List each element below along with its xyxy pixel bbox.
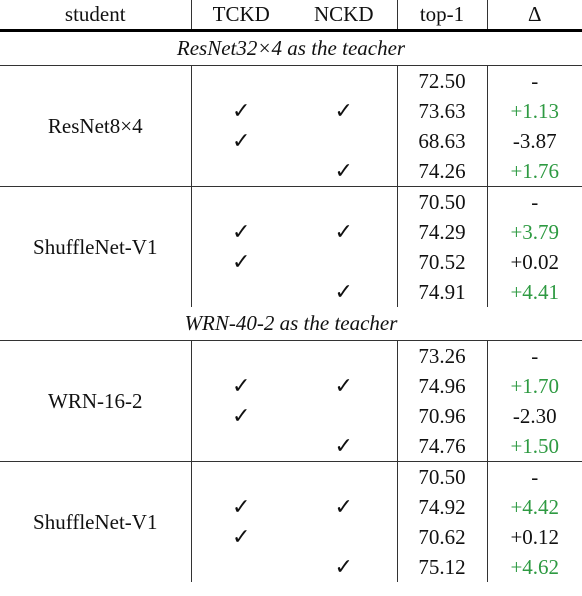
- student-name: ShuffleNet-V1: [0, 462, 191, 583]
- table-row: [0, 462, 582, 493]
- nckd-check: ✓: [291, 371, 397, 401]
- header-delta: Δ: [487, 0, 582, 31]
- delta-value: +1.50: [510, 434, 560, 458]
- nckd-check: [291, 187, 397, 218]
- top1-value: 70.52: [397, 247, 487, 277]
- tckd-check: [191, 341, 291, 372]
- teacher-section-row: [0, 31, 582, 66]
- tckd-check: [191, 66, 291, 97]
- top1-value: 74.92: [397, 492, 487, 522]
- delta-value: -: [531, 344, 539, 368]
- teacher-section-row: [0, 307, 582, 341]
- delta-value: -: [531, 69, 539, 93]
- tckd-check: ✓: [232, 524, 251, 549]
- top1-value: 70.50: [397, 187, 487, 218]
- student-name: ResNet8×4: [0, 66, 191, 187]
- tckd-check: [191, 462, 291, 493]
- nckd-check: ✓: [291, 156, 397, 187]
- tckd-check: [191, 277, 291, 307]
- nckd-check: ✓: [291, 492, 397, 522]
- tckd-check: ✓: [232, 98, 251, 123]
- tckd-check: [191, 187, 291, 218]
- header-tckd: TCKD: [191, 0, 291, 31]
- top1-value: 74.29: [397, 217, 487, 247]
- table-body: [0, 31, 582, 583]
- top1-value: 74.26: [397, 156, 487, 187]
- tckd-check: ✓: [232, 219, 251, 244]
- nckd-check: [291, 247, 397, 277]
- nckd-check: [291, 462, 397, 493]
- tckd-check: [191, 431, 291, 462]
- top1-value: 74.96: [397, 371, 487, 401]
- nckd-check: [291, 401, 397, 431]
- nckd-check: [291, 126, 397, 156]
- tckd-check: ✓: [232, 494, 251, 519]
- tckd-check: ✓: [232, 403, 251, 428]
- header-top1: top-1: [397, 0, 487, 31]
- delta-value: -: [487, 462, 582, 493]
- delta-value: -2.30: [512, 404, 557, 428]
- delta-value: -: [487, 187, 582, 218]
- delta-value: +4.62: [510, 555, 560, 579]
- nckd-check: [291, 522, 397, 552]
- top1-value: 72.50: [397, 66, 487, 97]
- tckd-check: [191, 552, 291, 582]
- top1-value: 75.12: [397, 552, 487, 582]
- table-row: [0, 66, 582, 97]
- top1-value: 74.91: [397, 277, 487, 307]
- delta-value: -3.87: [512, 129, 557, 153]
- delta-value: +1.76: [510, 159, 560, 183]
- delta-value: +3.79: [510, 220, 560, 244]
- delta-value: +4.42: [510, 495, 560, 519]
- top1-value: 68.63: [397, 126, 487, 156]
- nckd-check: ✓: [291, 217, 397, 247]
- delta-value: +0.12: [510, 525, 560, 549]
- tckd-check: ✓: [232, 373, 251, 398]
- header-row: [0, 0, 582, 31]
- nckd-check: ✓: [291, 96, 397, 126]
- delta-value: +1.13: [510, 99, 560, 123]
- table-row: [0, 187, 582, 218]
- nckd-check: [291, 341, 397, 372]
- top1-value: 74.76: [397, 431, 487, 462]
- top1-value: 70.96: [397, 401, 487, 431]
- top1-value: 70.62: [397, 522, 487, 552]
- teacher-label: WRN-40-2 as the teacher: [0, 307, 582, 341]
- header-nckd: NCKD: [291, 0, 397, 31]
- student-name: WRN-16-2: [0, 341, 191, 462]
- table-row: [0, 341, 582, 372]
- teacher-label: ResNet32×4 as the teacher: [0, 31, 582, 66]
- top1-value: 70.50: [397, 462, 487, 493]
- delta-value: +1.70: [510, 374, 560, 398]
- nckd-check: ✓: [291, 277, 397, 307]
- header-student: student: [0, 0, 191, 31]
- nckd-check: ✓: [291, 431, 397, 462]
- tckd-check: ✓: [232, 249, 251, 274]
- top1-value: 73.26: [397, 341, 487, 372]
- student-name: ShuffleNet-V1: [0, 187, 191, 308]
- tckd-check: ✓: [232, 128, 251, 153]
- delta-value: +0.02: [510, 250, 560, 274]
- nckd-check: ✓: [291, 552, 397, 582]
- delta-value: +4.41: [510, 280, 560, 304]
- top1-value: 73.63: [397, 96, 487, 126]
- nckd-check: [291, 66, 397, 97]
- tckd-check: [191, 156, 291, 187]
